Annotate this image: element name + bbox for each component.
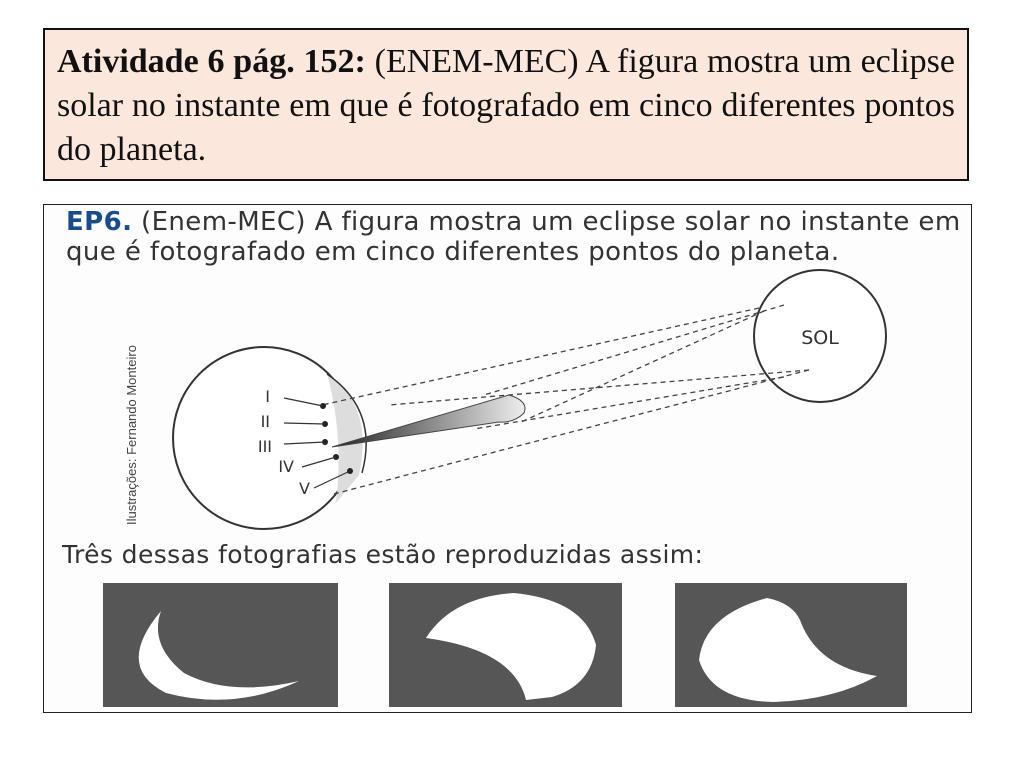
- moon-shadow-cone: [332, 395, 525, 447]
- activity-text: (ENEM-MEC) A figura mostra um eclipse solar no instante em que é fotografado em cinco diferentes pontos do planeta.: [57, 43, 955, 169]
- illustration-credit: Ilustrações: Fernando Monteiro: [124, 345, 139, 525]
- question-label: EP6.: [66, 207, 133, 237]
- activity-title: Atividade 6 pág. 152:: [57, 43, 366, 80]
- point-label-5: V: [299, 479, 310, 498]
- point-label-4: IV: [278, 457, 294, 476]
- point-label-2: II: [260, 412, 270, 431]
- light-rays: [322, 305, 809, 495]
- photos-caption: Três dessas fotografias estão reproduzidas assim:: [62, 540, 704, 569]
- photo-2: [389, 583, 622, 707]
- sun-label: SOL: [801, 327, 839, 349]
- point-label-1: I: [265, 387, 270, 406]
- photo-1: [103, 583, 338, 707]
- eclipse-diagram: [44, 205, 971, 712]
- scanned-question: [43, 204, 972, 713]
- activity-header: [43, 28, 969, 181]
- point-label-3: III: [257, 437, 272, 456]
- question-body: (Enem-MEC) A figura mostra um eclipse solar no instante em que é fotografado em cinco diferentes pontos do planeta.: [66, 207, 961, 267]
- photo-3: [675, 583, 907, 707]
